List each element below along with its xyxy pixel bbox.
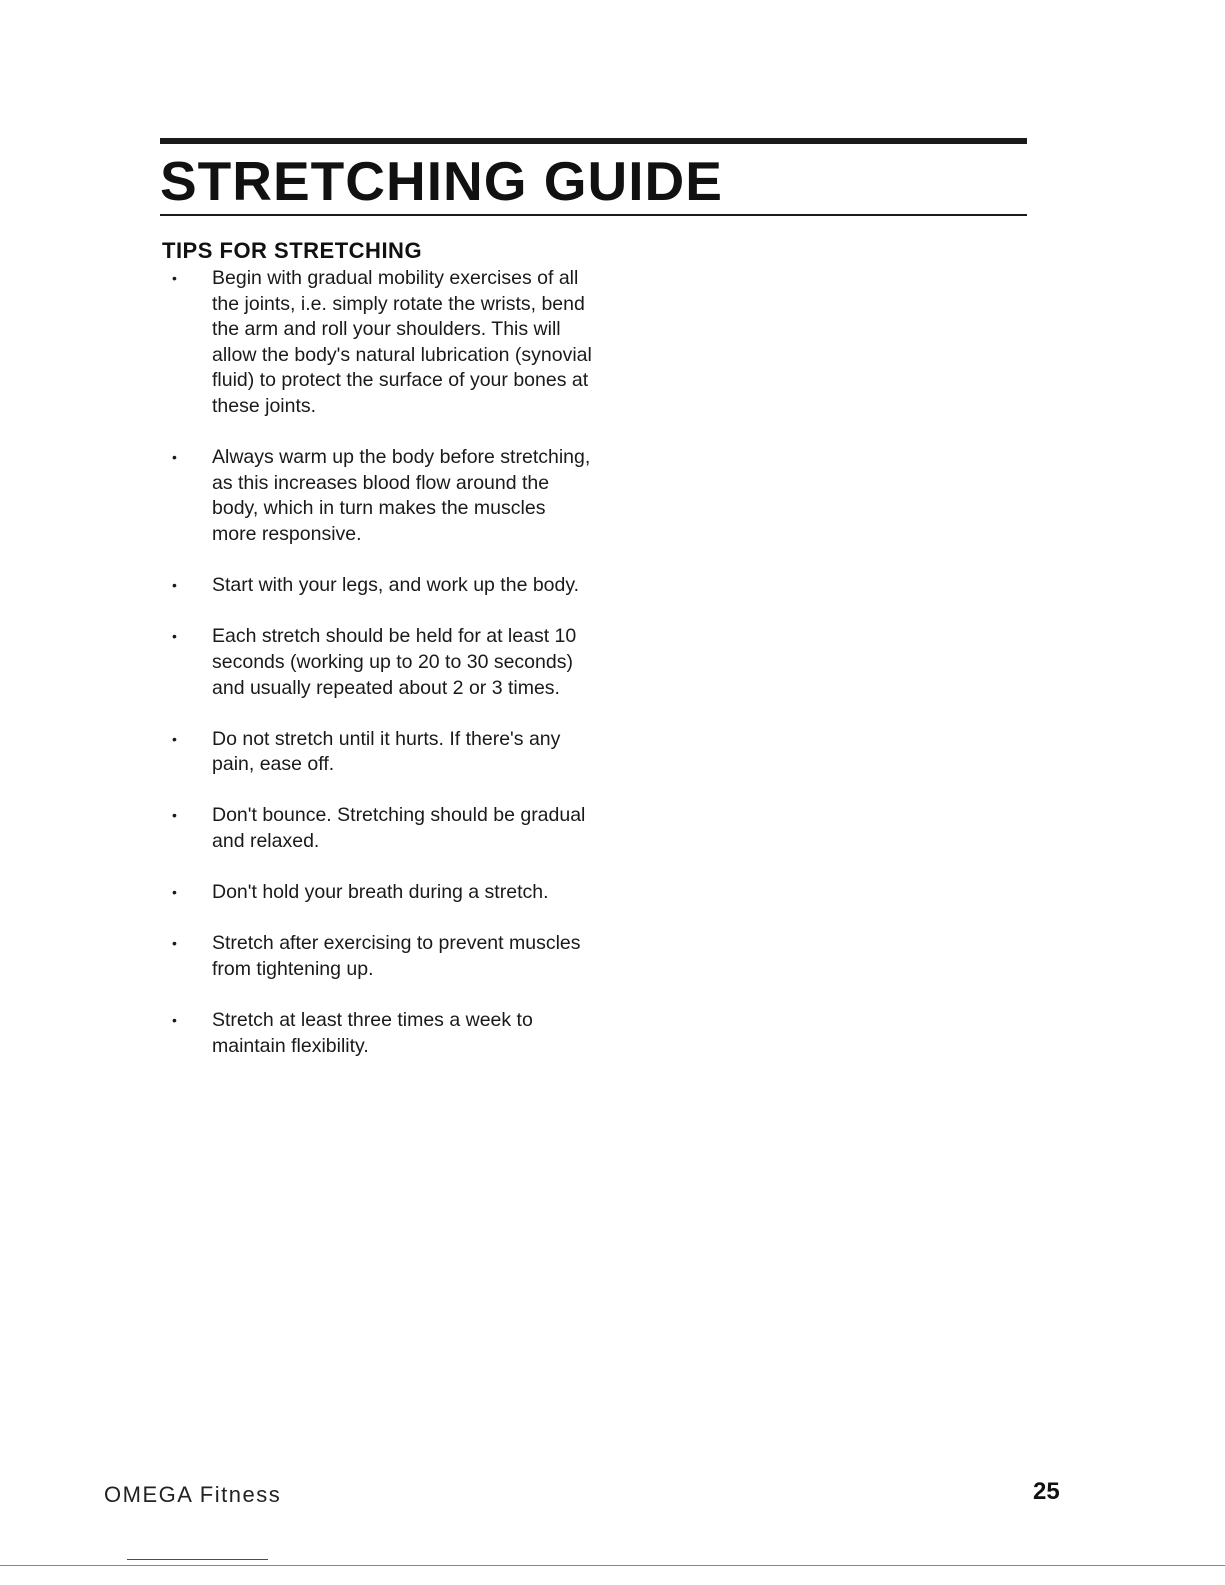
bullet-icon: •: [172, 884, 177, 901]
tip-item: [162, 573, 592, 599]
section-heading: TIPS FOR STRETCHING: [162, 238, 423, 263]
page-edge-divider: [0, 1565, 1225, 1566]
tip-item: [162, 931, 592, 982]
bullet-icon: •: [172, 449, 177, 466]
title-bottom-rule: [160, 214, 1027, 216]
tip-text: Stretch after exercising to prevent muscles from tightening up.: [212, 932, 581, 981]
bullet-icon: •: [172, 807, 177, 824]
tip-text: Stretch at least three times a week to maintain flexibility.: [212, 1009, 533, 1057]
tip-text: Begin with gradual mobility exercises of all the joints, i.e. simply rotate the wrists, bend the arm and roll your shoulders. This will allow the body's natural lubrication (synovial fluid) to protect the surface of your bones at these joints.: [212, 267, 592, 417]
tip-item: [162, 1008, 592, 1059]
title-top-rule: [160, 138, 1027, 144]
tip-item: [162, 803, 592, 854]
tip-item: [162, 624, 592, 701]
tip-text: Always warm up the body before stretching, as this increases blood flow around the body, which in turn makes the muscles more responsive.: [212, 446, 591, 545]
tip-text: Do not stretch until it hurts. If there's any pain, ease off.: [212, 727, 561, 776]
tip-text: Don't bounce. Stretching should be gradual and relaxed.: [212, 804, 586, 853]
page-number: 25: [1033, 1478, 1060, 1505]
tip-item: [162, 880, 592, 906]
tip-item: [162, 727, 592, 778]
tip-text: Each stretch should be held for at least 10 seconds (working up to 20 to 30 seconds) and usually repeated about 2 or 3 times.: [212, 625, 577, 699]
page-title: STRETCHING GUIDE: [160, 150, 723, 212]
tip-item: [162, 266, 592, 420]
bullet-icon: •: [172, 730, 177, 747]
footer-link-underline: [127, 1559, 268, 1560]
bullet-icon: •: [172, 935, 177, 952]
bullet-icon: •: [172, 1012, 177, 1029]
bullet-icon: •: [172, 270, 177, 286]
tip-text: Don't hold your breath during a stretch.: [212, 881, 549, 904]
bullet-icon: •: [172, 628, 177, 645]
tip-text: Start with your legs, and work up the body.: [212, 574, 580, 597]
tips-list: [162, 266, 592, 1085]
footer-brand: OMEGA Fitness: [104, 1482, 282, 1507]
tip-item: [162, 445, 592, 547]
bullet-icon: •: [172, 577, 177, 594]
